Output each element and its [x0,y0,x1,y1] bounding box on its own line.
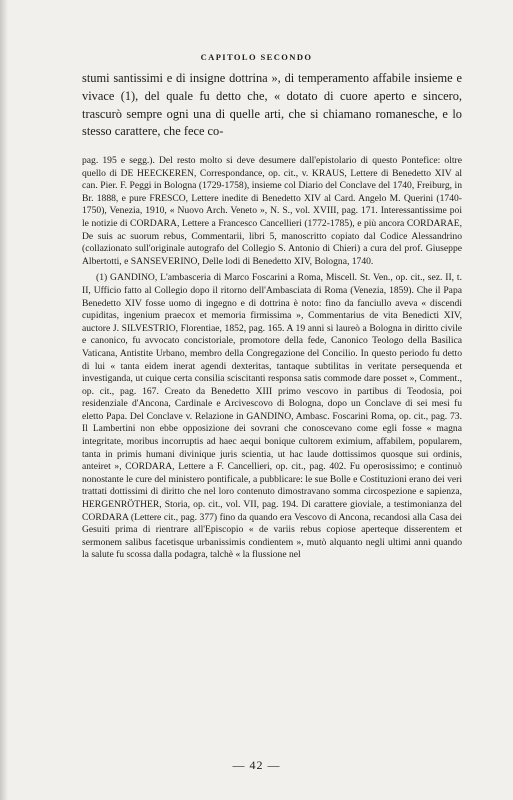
footnote-continued [82,155,462,268]
page-gutter-shadow [0,0,8,800]
footnote-1 [82,272,462,562]
main-paragraph: stumi santissimi e di insigne dottrina », di temperamento affabile insieme e vivace (1), del quale fu detto che, « dotato di cuore aperto e sincero, trascurò sempre ogni una di quelle arti, che si chiamano romanesche, e lo stesso carattere, che fece co- [82,71,462,139]
footnote-text: pag. 195 e segg.). Del resto molto si deve desumere dall'epistolario di questo Pontefice: oltre quello di DE HEECKEREN, Correspondance, op. cit., v. KRAUS, Lettere di Benedetto XIV al can. Pier. F. Peggi in Bologna (1729-1758), insieme col Diario del Conclave del 1740, Freiburg, in Br. 1888, e pure FRESCO, Lettere inedite di Benedetto XIV al Card. Angelo M. Querini (1740-1750), Venezia, 1910, « Nuovo Arch. Veneto », N. S., vol. XVIII, pag. 171. Interessantissime poi le notizie di CORDARA, Lettere a Francesco Cancellieri (1772-1785), e più ancora CORDARAE, De suis ac suorum rebus, Commentarii, libri 5, manoscritto copiato dal Codice Alessandrino (collazionato sull'originale autografo del Collegio S. Antonio di Chieri) a cura del prof. Giuseppe Albertotti, e SANSEVERINO, Delle lodi di Benedetto XIV, Bologna, 1740. [82,155,462,267]
footnotes [82,155,462,566]
footnote-text: (1) GANDINO, L'ambasceria di Marco Foscarini a Roma, Miscell. St. Ven., op. cit., sez. II, t. II, Ufficio fatto al Collegio dopo il ritorno dell'Ambasciata di Roma (Venezia, 1859). Che il Papa Benedetto XIV fosse uomo di ingegno e di dottrina è noto: fino da fanciullo aveva « discendi cupiditas, ingenium praecox et memoria firmissima », Commentarius de vita Benedicti XIV, auctore J. SILVESTRIO, Florentiae, 1852, pag. 165. A 19 anni si laureò a Bologna in diritto civile e canonico, fu avvocato concistoriale, promotore della fede, Canonico Teologo della Basilica Vaticana, Antistite Urbano, membro della Congregazione del Concilio. In questo periodo fu detto di lui « tanta eidem inerat agendi dexteritas, tantaque subtilitas in veritate persequenda et investiganda, ut cuique certa consilia sciscitanti responsa satis commode dare posset », Comment., op. cit., pag. 167. Creato da Benedetto XIII primo vescovo in partibus di Teodosia, poi residenziale d'Ancona, Cardinale e Arcivescovo di Bologna, dopo un Conclave di sei mesi fu eletto Papa. Del Conclave v. Relazione in GANDINO, Ambasc. Foscarini Roma, op. cit., pag. 73. Il Lambertini non ebbe opposizione dei sovrani che conoscevano come egli fosse « magna integritate, moribus incorruptis ad haec aequi bonique cultorem eximium, affabilem, popularem, tanta in primis humani divinique juris scientia, ut hac laude dottissimos quosque sui ordinis, anteiret », CORDARA, Lettere a F. Cancellieri, op. cit., pag. 402. Fu operosissimo; e continuò nonostante le cure del ministero pontificale, a pubblicare: le sue Bolle e Costituzioni erano dei veri trattati dottissimi di diritto che nel loro contenuto dimostravano somma circospezione e sapienza, HERGENRÖTHER, Storia, op. cit., vol. VII, pag. 194. Di carattere gioviale, a testimonianza del CORDARA (Lettere cit., pag. 377) fino da quando era Vescovo di Ancona, recandosi alla Casa dei Gesuiti prima di rientrare all'Episcopio « de variis rebus copiose aperteque disserentem et sermonem salibus facetisque urbanissimis condientem », mutò alquanto negli ultimi anni quando la salute fu scossa dalla podagra, talchè « la flussione nel [82,272,462,561]
page-number: — 42 — [232,758,281,772]
running-head: CAPITOLO SECONDO [200,52,313,62]
main-text-block [82,70,462,141]
